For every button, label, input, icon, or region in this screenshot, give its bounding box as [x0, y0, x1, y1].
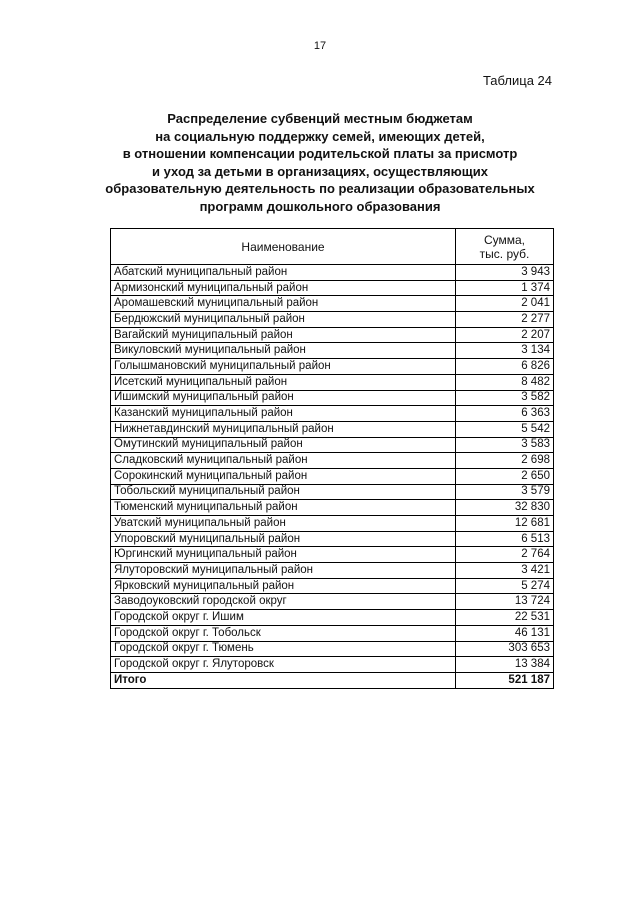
table-row — [111, 374, 554, 390]
row-name: Абатский муниципальный район — [111, 265, 456, 281]
row-name: Ярковский муниципальный район — [111, 578, 456, 594]
row-amount: 1 374 — [456, 280, 554, 296]
table-row — [111, 453, 554, 469]
row-amount: 13 724 — [456, 594, 554, 610]
row-amount: 8 482 — [456, 374, 554, 390]
row-amount: 32 830 — [456, 500, 554, 516]
header-sum-line1: Сумма, — [483, 232, 526, 247]
row-amount: 5 274 — [456, 578, 554, 594]
row-name: Городской округ г. Ишим — [111, 610, 456, 626]
row-name: Аромашевский муниципальный район — [111, 296, 456, 312]
title-line: на социальную поддержку семей, имеющих детей, — [155, 128, 485, 144]
total-label: Итого — [111, 672, 456, 688]
row-name: Викуловский муниципальный район — [111, 343, 456, 359]
table-row — [111, 265, 554, 281]
row-name: Армизонский муниципальный район — [111, 280, 456, 296]
header-sum — [456, 229, 554, 265]
title-line: в отношении компенсации родительской платы за присмотр — [122, 146, 518, 161]
row-amount: 3 943 — [456, 265, 554, 281]
row-amount: 2 277 — [456, 312, 554, 328]
row-amount: 2 650 — [456, 468, 554, 484]
row-name: Сорокинский муниципальный район — [111, 468, 456, 484]
row-amount: 2 698 — [456, 453, 554, 469]
table-row — [111, 516, 554, 532]
row-name: Исетский муниципальный район — [111, 374, 456, 390]
row-name: Бердюжский муниципальный район — [111, 312, 456, 328]
row-amount: 3 421 — [456, 563, 554, 579]
table-body — [111, 265, 554, 673]
title-line: и уход за детьми в организациях, осуществляющих — [152, 163, 488, 179]
table-row — [111, 280, 554, 296]
subvention-table — [110, 228, 554, 689]
header-name: Наименование — [111, 229, 456, 265]
table-row — [111, 390, 554, 406]
title-line: образовательную деятельность по реализации образовательных — [105, 181, 535, 196]
row-amount: 5 542 — [456, 421, 554, 437]
total-amount: 521 187 — [456, 672, 554, 688]
row-amount: 3 134 — [456, 343, 554, 359]
row-name: Голышмановский муниципальный район — [111, 359, 456, 375]
row-name: Казанский муниципальный район — [111, 406, 456, 422]
table-row — [111, 406, 554, 422]
row-amount: 2 207 — [456, 327, 554, 343]
row-name: Юргинский муниципальный район — [111, 547, 456, 563]
title-line: Распределение субвенций местным бюджетам — [167, 111, 473, 126]
row-name: Упоровский муниципальный район — [111, 531, 456, 547]
total-row — [111, 672, 554, 688]
row-amount: 303 653 — [456, 641, 554, 657]
row-name: Нижнетавдинский муниципальный район — [111, 421, 456, 437]
row-amount: 3 582 — [456, 390, 554, 406]
row-name: Уватский муниципальный район — [111, 516, 456, 532]
table-row — [111, 531, 554, 547]
table-row — [111, 547, 554, 563]
row-name: Омутинский муниципальный район — [111, 437, 456, 453]
row-name: Сладковский муниципальный район — [111, 453, 456, 469]
document-title — [100, 110, 540, 215]
row-amount: 2 041 — [456, 296, 554, 312]
table-row — [111, 343, 554, 359]
row-name: Городской округ г. Ялуторовск — [111, 657, 456, 673]
table-row — [111, 296, 554, 312]
row-name: Тобольский муниципальный район — [111, 484, 456, 500]
table-header-row — [111, 229, 554, 265]
table-row — [111, 578, 554, 594]
row-name: Вагайский муниципальный район — [111, 327, 456, 343]
table-row — [111, 625, 554, 641]
table-row — [111, 563, 554, 579]
table-row — [111, 641, 554, 657]
header-sum-line2: тыс. руб. — [479, 246, 530, 261]
row-name: Тюменский муниципальный район — [111, 500, 456, 516]
table-row — [111, 594, 554, 610]
row-name: Заводоуковский городской округ — [111, 594, 456, 610]
row-amount: 3 579 — [456, 484, 554, 500]
row-amount: 6 826 — [456, 359, 554, 375]
table-row — [111, 327, 554, 343]
row-amount: 2 764 — [456, 547, 554, 563]
row-name: Городской округ г. Тюмень — [111, 641, 456, 657]
table-row — [111, 500, 554, 516]
row-amount: 3 583 — [456, 437, 554, 453]
table-row — [111, 468, 554, 484]
row-amount: 46 131 — [456, 625, 554, 641]
table-row — [111, 610, 554, 626]
page-number: 17 — [313, 40, 327, 52]
table-label: Таблица 24 — [482, 73, 552, 88]
row-amount: 6 513 — [456, 531, 554, 547]
row-amount: 22 531 — [456, 610, 554, 626]
row-amount: 12 681 — [456, 516, 554, 532]
table-row — [111, 484, 554, 500]
table-row — [111, 359, 554, 375]
row-amount: 13 384 — [456, 657, 554, 673]
row-name: Ишимский муниципальный район — [111, 390, 456, 406]
table-row — [111, 312, 554, 328]
table-row — [111, 437, 554, 453]
row-name: Ялуторовский муниципальный район — [111, 563, 456, 579]
row-name: Городской округ г. Тобольск — [111, 625, 456, 641]
table-row — [111, 421, 554, 437]
row-amount: 6 363 — [456, 406, 554, 422]
title-line: программ дошкольного образования — [199, 198, 441, 214]
table-row — [111, 657, 554, 673]
